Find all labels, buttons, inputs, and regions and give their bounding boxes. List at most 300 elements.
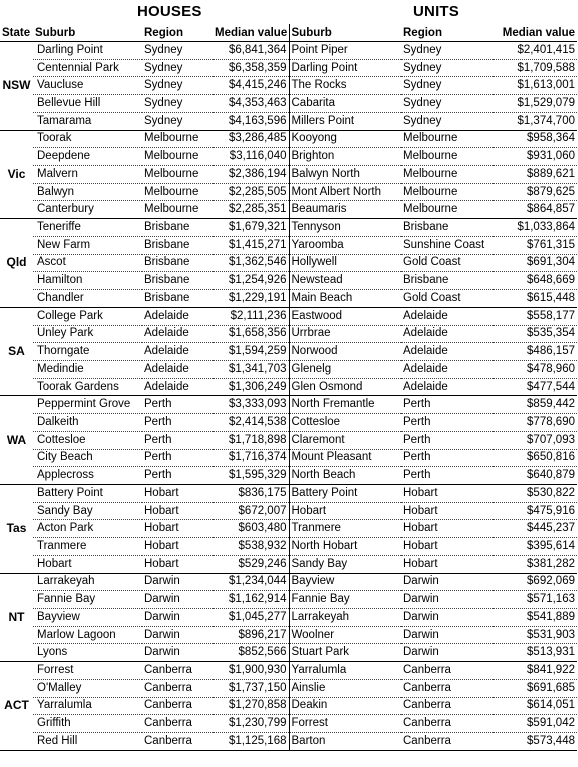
house-median-cell: $1,900,930 <box>213 662 289 680</box>
unit-median-cell: $531,903 <box>493 626 577 644</box>
house-region-cell: Sydney <box>142 42 213 60</box>
units-title: UNITS <box>413 3 459 20</box>
unit-median-cell: $761,315 <box>493 236 577 254</box>
unit-suburb-cell: Tennyson <box>289 219 401 237</box>
house-suburb-cell: Bellevue Hill <box>33 95 142 113</box>
state-cell: ACT <box>0 662 33 751</box>
house-region-cell: Darwin <box>142 591 213 609</box>
house-suburb-cell: Chandler <box>33 290 142 308</box>
house-median-cell: $1,229,191 <box>213 290 289 308</box>
house-suburb-cell: City Beach <box>33 449 142 467</box>
house-median-cell: $1,162,914 <box>213 591 289 609</box>
house-suburb-cell: College Park <box>33 307 142 325</box>
table-row <box>0 112 577 130</box>
unit-median-cell: $931,060 <box>493 148 577 166</box>
house-suburb-cell: Malvern <box>33 166 142 184</box>
house-median-cell: $3,333,093 <box>213 396 289 414</box>
unit-median-cell: $1,613,001 <box>493 77 577 95</box>
unit-suburb-cell: Urrbrae <box>289 325 401 343</box>
house-suburb-cell: Balwyn <box>33 183 142 201</box>
unit-suburb-cell: Mont Albert North <box>289 183 401 201</box>
header-row <box>0 24 577 42</box>
unit-suburb-cell: Yarralumla <box>289 662 401 680</box>
house-suburb-cell: Centennial Park <box>33 59 142 77</box>
house-median-cell: $1,125,168 <box>213 733 289 751</box>
house-region-cell: Sydney <box>142 95 213 113</box>
unit-region-cell: Hobart <box>401 484 493 502</box>
unit-region-cell: Sunshine Coast <box>401 236 493 254</box>
unit-region-cell: Gold Coast <box>401 290 493 308</box>
unit-suburb-cell: Balwyn North <box>289 166 401 184</box>
house-median-cell: $2,414,538 <box>213 414 289 432</box>
table-row <box>0 520 577 538</box>
house-suburb-cell: Tamarama <box>33 112 142 130</box>
house-suburb-cell: Canterbury <box>33 201 142 219</box>
house-suburb-cell: Acton Park <box>33 520 142 538</box>
unit-median-cell: $1,709,588 <box>493 59 577 77</box>
table-row <box>0 733 577 751</box>
col-header-state: State <box>0 24 33 42</box>
house-median-cell: $529,246 <box>213 555 289 573</box>
house-suburb-cell: Vaucluse <box>33 77 142 95</box>
unit-region-cell: Brisbane <box>401 219 493 237</box>
house-median-cell: $4,163,596 <box>213 112 289 130</box>
house-suburb-cell: Marlow Lagoon <box>33 626 142 644</box>
house-region-cell: Perth <box>142 449 213 467</box>
table-row <box>0 626 577 644</box>
house-region-cell: Melbourne <box>142 201 213 219</box>
house-suburb-cell: Sandy Bay <box>33 502 142 520</box>
unit-region-cell: Adelaide <box>401 360 493 378</box>
unit-region-cell: Sydney <box>401 95 493 113</box>
house-suburb-cell: Deepdene <box>33 148 142 166</box>
table-row <box>0 609 577 627</box>
col-header-unit-suburb: Suburb <box>289 24 401 42</box>
unit-median-cell: $591,042 <box>493 715 577 733</box>
house-median-cell: $1,234,044 <box>213 573 289 591</box>
house-region-cell: Sydney <box>142 112 213 130</box>
unit-suburb-cell: North Hobart <box>289 538 401 556</box>
unit-suburb-cell: Cabarita <box>289 95 401 113</box>
unit-median-cell: $445,237 <box>493 520 577 538</box>
unit-suburb-cell: Sandy Bay <box>289 555 401 573</box>
house-region-cell: Sydney <box>142 77 213 95</box>
house-suburb-cell: New Farm <box>33 236 142 254</box>
unit-region-cell: Adelaide <box>401 378 493 396</box>
table-row <box>0 502 577 520</box>
house-region-cell: Melbourne <box>142 166 213 184</box>
house-median-cell: $603,480 <box>213 520 289 538</box>
table-row <box>0 201 577 219</box>
unit-region-cell: Darwin <box>401 644 493 662</box>
house-median-cell: $1,595,329 <box>213 467 289 485</box>
house-suburb-cell: Dalkeith <box>33 414 142 432</box>
house-region-cell: Adelaide <box>142 378 213 396</box>
unit-region-cell: Canberra <box>401 733 493 751</box>
unit-median-cell: $650,816 <box>493 449 577 467</box>
unit-suburb-cell: Glenelg <box>289 360 401 378</box>
unit-median-cell: $513,931 <box>493 644 577 662</box>
unit-region-cell: Darwin <box>401 591 493 609</box>
unit-region-cell: Darwin <box>401 626 493 644</box>
unit-region-cell: Melbourne <box>401 201 493 219</box>
table-row <box>0 272 577 290</box>
house-median-cell: $852,566 <box>213 644 289 662</box>
unit-region-cell: Hobart <box>401 520 493 538</box>
house-region-cell: Perth <box>142 414 213 432</box>
table-row <box>0 166 577 184</box>
house-suburb-cell: Medindie <box>33 360 142 378</box>
unit-suburb-cell: Point Piper <box>289 42 401 60</box>
unit-median-cell: $864,857 <box>493 201 577 219</box>
house-region-cell: Adelaide <box>142 325 213 343</box>
unit-median-cell: $691,685 <box>493 679 577 697</box>
median-value-table <box>0 24 577 751</box>
unit-region-cell: Hobart <box>401 538 493 556</box>
house-median-cell: $6,841,364 <box>213 42 289 60</box>
unit-region-cell: Sydney <box>401 112 493 130</box>
col-header-house-median: Median value <box>213 24 289 42</box>
table-row <box>0 254 577 272</box>
unit-suburb-cell: Tranmere <box>289 520 401 538</box>
table-row <box>0 236 577 254</box>
house-suburb-cell: Unley Park <box>33 325 142 343</box>
unit-suburb-cell: Mount Pleasant <box>289 449 401 467</box>
unit-region-cell: Melbourne <box>401 148 493 166</box>
unit-suburb-cell: Forrest <box>289 715 401 733</box>
house-median-cell: $4,353,463 <box>213 95 289 113</box>
house-median-cell: $2,111,236 <box>213 307 289 325</box>
unit-region-cell: Perth <box>401 467 493 485</box>
unit-suburb-cell: Main Beach <box>289 290 401 308</box>
table-row <box>0 644 577 662</box>
unit-region-cell: Melbourne <box>401 166 493 184</box>
house-median-cell: $538,932 <box>213 538 289 556</box>
house-region-cell: Adelaide <box>142 343 213 361</box>
house-suburb-cell: Fannie Bay <box>33 591 142 609</box>
house-suburb-cell: Ascot <box>33 254 142 272</box>
house-region-cell: Darwin <box>142 609 213 627</box>
house-suburb-cell: Cottesloe <box>33 431 142 449</box>
unit-region-cell: Hobart <box>401 555 493 573</box>
state-cell: SA <box>0 307 33 396</box>
unit-suburb-cell: Yaroomba <box>289 236 401 254</box>
house-region-cell: Melbourne <box>142 130 213 148</box>
table-row <box>0 697 577 715</box>
house-region-cell: Hobart <box>142 484 213 502</box>
col-header-unit-median: Median value <box>493 24 577 42</box>
house-region-cell: Melbourne <box>142 183 213 201</box>
unit-suburb-cell: Beaumaris <box>289 201 401 219</box>
house-region-cell: Perth <box>142 396 213 414</box>
house-median-cell: $2,285,505 <box>213 183 289 201</box>
unit-median-cell: $1,529,079 <box>493 95 577 113</box>
table-row <box>0 591 577 609</box>
table-row <box>0 715 577 733</box>
house-median-cell: $1,254,926 <box>213 272 289 290</box>
unit-suburb-cell: Newstead <box>289 272 401 290</box>
unit-region-cell: Sydney <box>401 42 493 60</box>
unit-region-cell: Canberra <box>401 679 493 697</box>
unit-region-cell: Perth <box>401 414 493 432</box>
house-suburb-cell: Hamilton <box>33 272 142 290</box>
table-row <box>0 538 577 556</box>
house-region-cell: Melbourne <box>142 148 213 166</box>
unit-median-cell: $475,916 <box>493 502 577 520</box>
unit-region-cell: Melbourne <box>401 130 493 148</box>
unit-median-cell: $691,304 <box>493 254 577 272</box>
house-region-cell: Brisbane <box>142 219 213 237</box>
unit-region-cell: Perth <box>401 449 493 467</box>
unit-suburb-cell: Eastwood <box>289 307 401 325</box>
unit-median-cell: $1,374,700 <box>493 112 577 130</box>
unit-region-cell: Perth <box>401 396 493 414</box>
table-row <box>0 573 577 591</box>
unit-region-cell: Hobart <box>401 502 493 520</box>
table-row <box>0 431 577 449</box>
table-row <box>0 95 577 113</box>
unit-suburb-cell: Larrakeyah <box>289 609 401 627</box>
unit-suburb-cell: Cottesloe <box>289 414 401 432</box>
house-region-cell: Canberra <box>142 697 213 715</box>
unit-region-cell: Adelaide <box>401 325 493 343</box>
house-region-cell: Hobart <box>142 538 213 556</box>
unit-median-cell: $395,614 <box>493 538 577 556</box>
house-region-cell: Sydney <box>142 59 213 77</box>
table-body <box>0 42 577 751</box>
house-median-cell: $1,362,546 <box>213 254 289 272</box>
house-region-cell: Darwin <box>142 573 213 591</box>
house-median-cell: $1,679,321 <box>213 219 289 237</box>
unit-region-cell: Perth <box>401 431 493 449</box>
house-suburb-cell: Thorngate <box>33 343 142 361</box>
unit-median-cell: $615,448 <box>493 290 577 308</box>
house-median-cell: $3,286,485 <box>213 130 289 148</box>
unit-median-cell: $841,922 <box>493 662 577 680</box>
unit-suburb-cell: Woolner <box>289 626 401 644</box>
house-region-cell: Canberra <box>142 715 213 733</box>
unit-median-cell: $573,448 <box>493 733 577 751</box>
house-suburb-cell: Yarralumla <box>33 697 142 715</box>
house-suburb-cell: Toorak Gardens <box>33 378 142 396</box>
house-region-cell: Hobart <box>142 502 213 520</box>
house-median-cell: $2,285,351 <box>213 201 289 219</box>
house-region-cell: Perth <box>142 467 213 485</box>
table-row <box>0 59 577 77</box>
house-region-cell: Canberra <box>142 733 213 751</box>
unit-suburb-cell: Battery Point <box>289 484 401 502</box>
unit-suburb-cell: Ainslie <box>289 679 401 697</box>
unit-median-cell: $478,960 <box>493 360 577 378</box>
house-suburb-cell: Tranmere <box>33 538 142 556</box>
table-row <box>0 325 577 343</box>
state-cell: Qld <box>0 219 33 308</box>
house-region-cell: Brisbane <box>142 290 213 308</box>
house-region-cell: Hobart <box>142 520 213 538</box>
houses-title: HOUSES <box>137 3 202 20</box>
table-row <box>0 130 577 148</box>
unit-suburb-cell: Stuart Park <box>289 644 401 662</box>
unit-suburb-cell: Fannie Bay <box>289 591 401 609</box>
house-median-cell: $1,306,249 <box>213 378 289 396</box>
unit-region-cell: Adelaide <box>401 307 493 325</box>
table-row <box>0 343 577 361</box>
unit-median-cell: $889,621 <box>493 166 577 184</box>
unit-region-cell: Sydney <box>401 59 493 77</box>
table-row <box>0 378 577 396</box>
house-region-cell: Adelaide <box>142 360 213 378</box>
state-cell: Tas <box>0 484 33 573</box>
house-suburb-cell: Applecross <box>33 467 142 485</box>
table-row <box>0 290 577 308</box>
unit-suburb-cell: Claremont <box>289 431 401 449</box>
unit-median-cell: $541,889 <box>493 609 577 627</box>
house-median-cell: $1,718,898 <box>213 431 289 449</box>
unit-median-cell: $640,879 <box>493 467 577 485</box>
unit-median-cell: $477,544 <box>493 378 577 396</box>
table-row <box>0 360 577 378</box>
table-row <box>0 148 577 166</box>
house-suburb-cell: Toorak <box>33 130 142 148</box>
unit-median-cell: $707,093 <box>493 431 577 449</box>
house-median-cell: $1,341,703 <box>213 360 289 378</box>
unit-median-cell: $530,822 <box>493 484 577 502</box>
unit-median-cell: $2,401,415 <box>493 42 577 60</box>
unit-median-cell: $1,033,864 <box>493 219 577 237</box>
unit-suburb-cell: Millers Point <box>289 112 401 130</box>
house-median-cell: $2,386,194 <box>213 166 289 184</box>
unit-region-cell: Canberra <box>401 715 493 733</box>
house-median-cell: $1,658,356 <box>213 325 289 343</box>
house-region-cell: Darwin <box>142 644 213 662</box>
unit-median-cell: $535,354 <box>493 325 577 343</box>
house-median-cell: $1,270,858 <box>213 697 289 715</box>
unit-suburb-cell: North Beach <box>289 467 401 485</box>
table-row <box>0 219 577 237</box>
table-row <box>0 307 577 325</box>
unit-region-cell: Gold Coast <box>401 254 493 272</box>
table-row <box>0 42 577 60</box>
table-row <box>0 183 577 201</box>
table-row <box>0 679 577 697</box>
state-cell: Vic <box>0 130 33 219</box>
unit-region-cell: Adelaide <box>401 343 493 361</box>
house-suburb-cell: Larrakeyah <box>33 573 142 591</box>
table-row <box>0 449 577 467</box>
table-row <box>0 77 577 95</box>
state-cell: WA <box>0 396 33 485</box>
house-region-cell: Brisbane <box>142 272 213 290</box>
house-median-cell: $1,045,277 <box>213 609 289 627</box>
house-region-cell: Brisbane <box>142 236 213 254</box>
house-region-cell: Darwin <box>142 626 213 644</box>
house-region-cell: Canberra <box>142 662 213 680</box>
house-region-cell: Brisbane <box>142 254 213 272</box>
unit-suburb-cell: North Fremantle <box>289 396 401 414</box>
unit-median-cell: $648,669 <box>493 272 577 290</box>
house-median-cell: $1,737,150 <box>213 679 289 697</box>
house-suburb-cell: Lyons <box>33 644 142 662</box>
col-header-house-region: Region <box>142 24 213 42</box>
unit-suburb-cell: Barton <box>289 733 401 751</box>
house-median-cell: $1,230,799 <box>213 715 289 733</box>
state-cell: NSW <box>0 42 33 131</box>
house-median-cell: $896,217 <box>213 626 289 644</box>
col-header-house-suburb: Suburb <box>33 24 142 42</box>
unit-suburb-cell: Deakin <box>289 697 401 715</box>
unit-region-cell: Brisbane <box>401 272 493 290</box>
unit-median-cell: $486,157 <box>493 343 577 361</box>
unit-region-cell: Darwin <box>401 573 493 591</box>
unit-region-cell: Melbourne <box>401 183 493 201</box>
unit-suburb-cell: Hollywell <box>289 254 401 272</box>
unit-median-cell: $879,625 <box>493 183 577 201</box>
house-median-cell: $1,415,271 <box>213 236 289 254</box>
unit-median-cell: $558,177 <box>493 307 577 325</box>
house-region-cell: Adelaide <box>142 307 213 325</box>
unit-suburb-cell: The Rocks <box>289 77 401 95</box>
house-suburb-cell: Forrest <box>33 662 142 680</box>
unit-suburb-cell: Brighton <box>289 148 401 166</box>
table-row <box>0 662 577 680</box>
table-row <box>0 467 577 485</box>
unit-region-cell: Darwin <box>401 609 493 627</box>
unit-median-cell: $571,163 <box>493 591 577 609</box>
house-suburb-cell: O'Malley <box>33 679 142 697</box>
house-region-cell: Canberra <box>142 679 213 697</box>
house-median-cell: $1,594,259 <box>213 343 289 361</box>
house-region-cell: Hobart <box>142 555 213 573</box>
unit-median-cell: $859,442 <box>493 396 577 414</box>
unit-suburb-cell: Bayview <box>289 573 401 591</box>
unit-median-cell: $778,690 <box>493 414 577 432</box>
unit-median-cell: $958,364 <box>493 130 577 148</box>
unit-median-cell: $692,069 <box>493 573 577 591</box>
house-suburb-cell: Hobart <box>33 555 142 573</box>
state-cell: NT <box>0 573 33 662</box>
house-suburb-cell: Peppermint Grove <box>33 396 142 414</box>
house-suburb-cell: Teneriffe <box>33 219 142 237</box>
table-row <box>0 555 577 573</box>
unit-region-cell: Sydney <box>401 77 493 95</box>
table-row <box>0 414 577 432</box>
house-suburb-cell: Bayview <box>33 609 142 627</box>
house-median-cell: $672,007 <box>213 502 289 520</box>
unit-median-cell: $381,282 <box>493 555 577 573</box>
house-median-cell: $836,175 <box>213 484 289 502</box>
house-median-cell: $3,116,040 <box>213 148 289 166</box>
col-header-unit-region: Region <box>401 24 493 42</box>
unit-suburb-cell: Darling Point <box>289 59 401 77</box>
house-suburb-cell: Darling Point <box>33 42 142 60</box>
house-suburb-cell: Red Hill <box>33 733 142 751</box>
house-median-cell: $4,415,246 <box>213 77 289 95</box>
unit-region-cell: Canberra <box>401 662 493 680</box>
table-row <box>0 396 577 414</box>
house-suburb-cell: Battery Point <box>33 484 142 502</box>
unit-region-cell: Canberra <box>401 697 493 715</box>
house-suburb-cell: Griffith <box>33 715 142 733</box>
house-region-cell: Perth <box>142 431 213 449</box>
table-row <box>0 484 577 502</box>
unit-suburb-cell: Glen Osmond <box>289 378 401 396</box>
unit-suburb-cell: Kooyong <box>289 130 401 148</box>
unit-median-cell: $614,051 <box>493 697 577 715</box>
house-median-cell: $1,716,374 <box>213 449 289 467</box>
unit-suburb-cell: Norwood <box>289 343 401 361</box>
unit-suburb-cell: Hobart <box>289 502 401 520</box>
house-median-cell: $6,358,359 <box>213 59 289 77</box>
